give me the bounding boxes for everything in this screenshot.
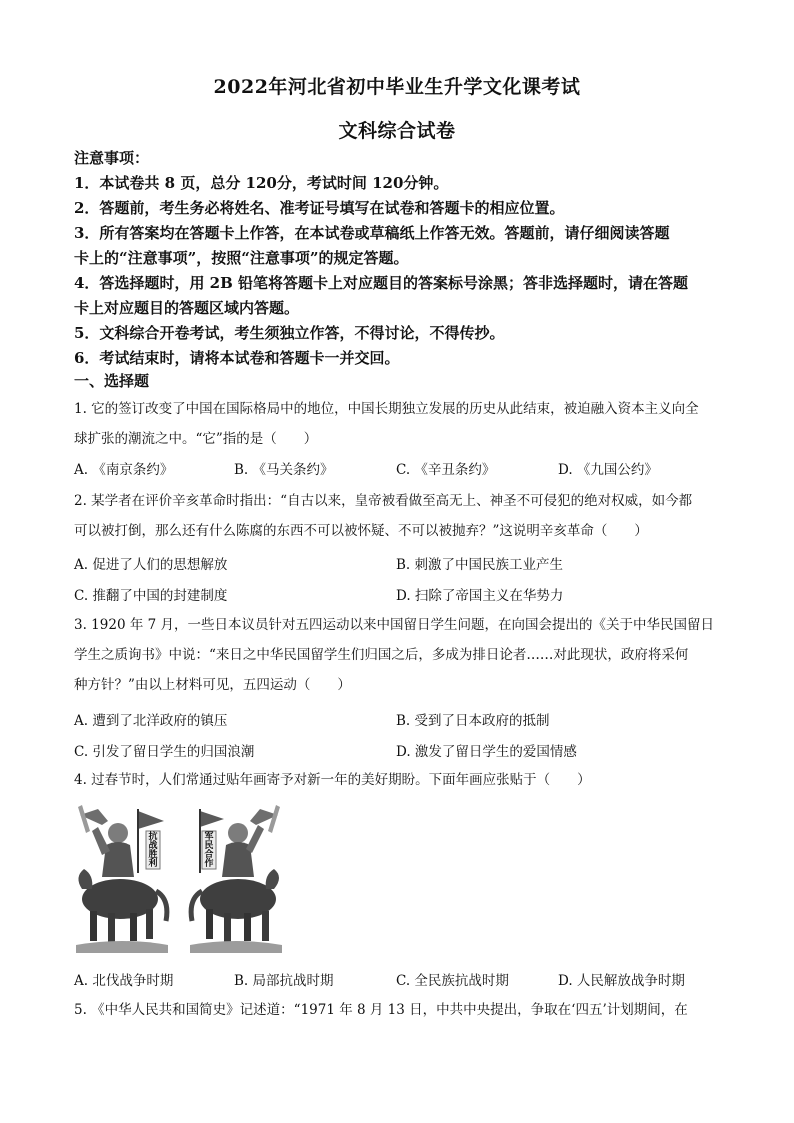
question-text: 球扩张的潮流之中。“它”指的是（ ）: [74, 431, 318, 447]
notice-block: [74, 146, 724, 371]
question-text: 1. 它的签订改变了中国在国际格局中的地位，中国长期独立发展的历史从此结束，被迫融入资本主义向全: [74, 401, 699, 417]
option-b[interactable]: B. 受到了日本政府的抵制: [396, 713, 550, 729]
poster-right-caption: 军民合作: [204, 832, 214, 869]
option-a[interactable]: A. 北伐战争时期: [74, 973, 174, 989]
option-a[interactable]: A. 《南京条约》: [74, 462, 174, 478]
notice-line: 2．答题前，考生务必将姓名、准考证号填写在试卷和答题卡的相应位置。: [74, 199, 565, 217]
notice-line: 4．答选择题时，用 2B 铅笔将答题卡上对应题目的答案标号涂黑；答非选择题时，请在答题: [74, 274, 689, 292]
new-year-poster-left: [72, 803, 172, 955]
notice-line: 卡上的“注意事项”，按照“注意事项”的规定答题。: [74, 249, 409, 267]
question-1-options: [74, 458, 724, 480]
option-c[interactable]: C. 《辛丑条约》: [396, 462, 496, 478]
question-text: 4. 过春节时，人们常通过贴年画寄予对新一年的美好期盼。下面年画应张贴于（ ）: [74, 772, 591, 788]
notice-line: 6．考试结束时，请将本试卷和答题卡一并交回。: [74, 349, 400, 367]
notice-line: 卡上对应题目的答题区域内答题。: [74, 299, 300, 317]
question-2-options-row2: [74, 584, 724, 606]
question-5: [74, 995, 724, 1025]
option-d[interactable]: D. 人民解放战争时期: [558, 973, 685, 989]
notice-heading: 注意事项：: [74, 149, 150, 167]
option-a[interactable]: A. 促进了人们的思想解放: [74, 557, 228, 573]
poster-left-caption: 抗战胜利: [148, 832, 158, 869]
question-4: [74, 765, 724, 795]
question-4-options: [74, 969, 724, 991]
notice-line: 3．所有答案均在答题卡上作答，在本试卷或草稿纸上作答无效。答题前，请仔细阅读答题: [74, 224, 670, 242]
section-title: 一、选择题: [74, 372, 150, 390]
question-3-options-row1: [74, 709, 724, 731]
option-b[interactable]: B. 局部抗战时期: [234, 973, 334, 989]
option-a[interactable]: A. 遭到了北洋政府的镇压: [74, 713, 228, 729]
poster-illustration: [72, 803, 172, 955]
option-b[interactable]: B. 刺激了中国民族工业产生: [396, 557, 564, 573]
poster-illustration: [186, 803, 286, 955]
question-2: [74, 486, 724, 546]
question-3-options-row2: [74, 740, 724, 762]
question-text: 种方针？”由以上材料可见，五四运动（ ）: [74, 677, 351, 693]
question-1: [74, 394, 724, 454]
option-d[interactable]: D. 《九国公约》: [558, 462, 658, 478]
exam-subtitle: 文科综合试卷: [338, 120, 456, 142]
option-d[interactable]: D. 激发了留日学生的爱国情感: [396, 744, 577, 760]
option-c[interactable]: C. 推翻了中国的封建制度: [74, 588, 228, 604]
question-text: 3. 1920 年 7 月，一些日本议员针对五四运动以来中国留日学生问题，在向国会提出的《关于中华民国留日: [74, 617, 714, 633]
option-d[interactable]: D. 扫除了帝国主义在华势力: [396, 588, 564, 604]
question-3: [74, 610, 724, 700]
exam-title: 2022年河北省初中毕业生升学文化课考试: [213, 76, 581, 98]
question-text: 学生之质询书》中说：“来日之中华民国留学生们归国之后，多成为排日论者……对此现状，政府将采何: [74, 647, 689, 663]
notice-line: 1．本试卷共 8 页，总分 120分，考试时间 120分钟。: [74, 174, 449, 192]
question-text: 可以被打倒，那么还有什么陈腐的东西不可以被怀疑、不可以被抛弃？”这说明辛亥革命（ ）: [74, 523, 648, 539]
option-c[interactable]: C. 引发了留日学生的归国浪潮: [74, 744, 255, 760]
new-year-poster-right: [186, 803, 286, 955]
option-c[interactable]: C. 全民族抗战时期: [396, 973, 509, 989]
option-b[interactable]: B. 《马关条约》: [234, 462, 334, 478]
question-2-options-row1: [74, 553, 724, 575]
question-text: 5. 《中华人民共和国简史》记述道：“1971 年 8 月 13 日，中共中央提出，争取在‘四五’计划期间，在: [74, 1002, 688, 1018]
question-text: 2. 某学者在评价辛亥革命时指出：“自古以来，皇帝被看做至高无上、神圣不可侵犯的绝对权威，如今都: [74, 493, 693, 509]
notice-line: 5．文科综合开卷考试，考生须独立作答，不得讨论，不得传抄。: [74, 324, 505, 342]
